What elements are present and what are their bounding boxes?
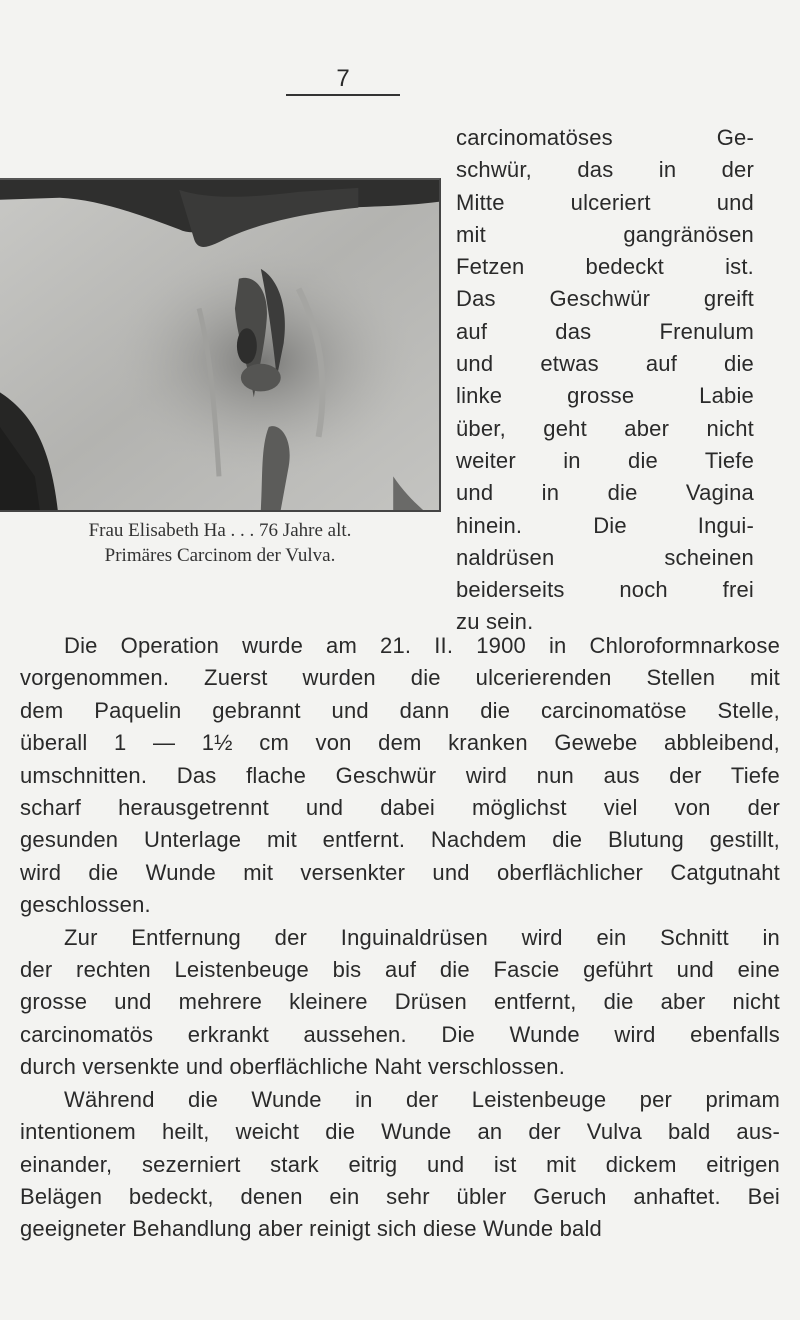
text-line: carcinomatöses Ge- [456, 125, 754, 150]
text-line: vorgenommen. Zuerst wurden die ulcerierenden Stellen mit [20, 665, 780, 691]
paragraph-healing [20, 1084, 780, 1246]
text-line: gesunden Unterlage mit entfernt. Nachdem die Blutung gestillt, [20, 827, 780, 853]
text-line: auf das Frenulum [456, 318, 754, 344]
text-line: zu sein. [456, 609, 534, 635]
text-line: Während die Wunde in der Leistenbeuge per primam [64, 1086, 780, 1112]
text-line: über, geht aber nicht [456, 415, 754, 441]
text-line: dem Paquelin gebrannt und dann die carcinomatöse Stelle, [20, 697, 780, 723]
text-line: überall 1 — 1½ cm von dem kranken Gewebe abbleibend, [20, 730, 780, 756]
text-line: beiderseits noch frei [456, 577, 754, 603]
text-line: schwür, das in der [456, 157, 754, 183]
text-line: carcinomatös erkrankt aussehen. Die Wunde wird ebenfalls [20, 1021, 780, 1047]
text-line: weiter in die Tiefe [456, 447, 754, 473]
text-line: Belägen bedeckt, denen ein sehr übler Geruch anhaftet. Bei [20, 1183, 780, 1209]
body-text [20, 630, 780, 1246]
text-line: Zur Entfernung der Inguinaldrüsen wird ein Schnitt in [64, 924, 780, 950]
text-line: geschlossen. [20, 892, 151, 918]
text-line: Die Operation wurde am 21. II. 1900 in Chloroformnarkose [64, 633, 780, 658]
text-line: wird die Wunde mit versenkter und oberflächlicher Catgutnaht [20, 859, 780, 885]
text-line: linke grosse Labie [456, 383, 754, 409]
text-line: Das Geschwür greift [456, 286, 754, 312]
text-line: intentionem heilt, weicht die Wunde an der Vulva bald aus- [20, 1119, 780, 1145]
text-line: und etwas auf die [456, 351, 754, 377]
text-line: einander, sezerniert stark eitrig und ist mit dickem eitrigen [20, 1151, 780, 1177]
text-line: geeigneter Behandlung aber reinigt sich diese Wunde bald [20, 1216, 602, 1242]
text-line: scharf herausgetrennt und dabei möglichst viel von der [20, 795, 780, 821]
text-line: mit gangränösen [456, 221, 754, 247]
paragraph-inguinal [20, 922, 780, 1084]
caption-line-2: Primäres Carcinom der Vulva. [104, 545, 336, 566]
text-line: hinein. Die Ingui- [456, 512, 754, 538]
figure-caption [40, 518, 400, 568]
text-line: Fetzen bedeckt ist. [456, 254, 754, 280]
clinical-photograph [0, 178, 441, 512]
text-line: grosse und mehrere kleinere Drüsen entfernt, die aber nicht [20, 989, 780, 1015]
page-number: 7 [286, 66, 400, 96]
paragraph-operation [20, 630, 780, 922]
side-column-text [456, 122, 754, 639]
text-line: umschnitten. Das flache Geschwür wird nun aus der Tiefe [20, 762, 780, 788]
text-line: durch versenkte und oberflächliche Naht verschlossen. [20, 1054, 566, 1080]
text-line: und in die Vagina [456, 480, 754, 506]
text-line: naldrüsen scheinen [456, 544, 754, 570]
text-line: der rechten Leistenbeuge bis auf die Fascie geführt und eine [20, 957, 780, 983]
caption-line-1: Frau Elisabeth Ha . . . 76 Jahre alt. [88, 520, 352, 541]
text-line: Mitte ulceriert und [456, 189, 754, 215]
vulva-carcinoma-photo [0, 180, 439, 510]
